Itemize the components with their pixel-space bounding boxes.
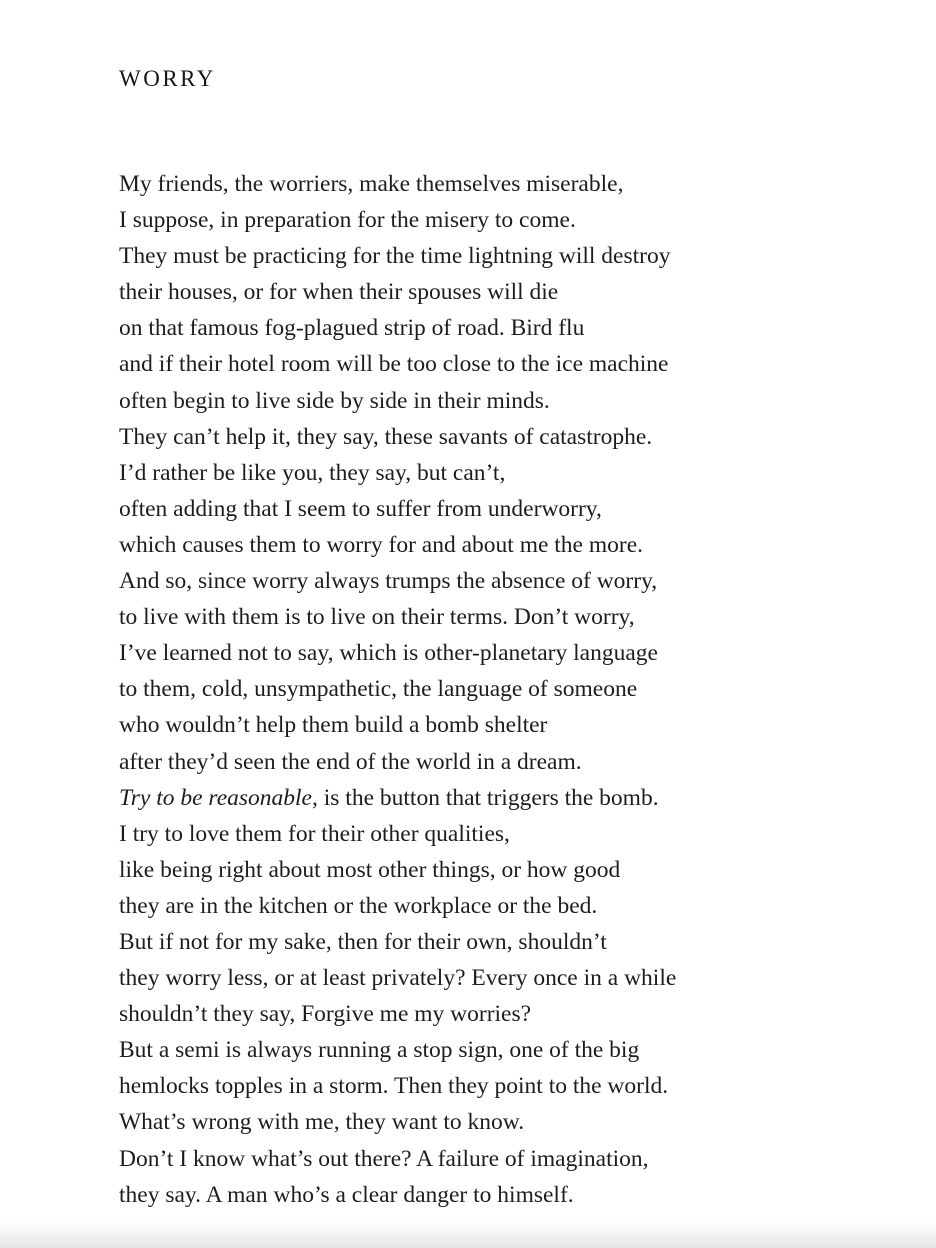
poem-line-7: often begin to live side by side in their minds. [119,387,550,414]
poem-line-10: often adding that I seem to suffer from underworry, [119,495,602,522]
poem-line-29: they say. A man who’s a clear danger to himself. [119,1181,574,1208]
poem-line-1: My friends, the worriers, make themselves miserable, [119,171,624,197]
poem-line-5: on that famous fog-plagued strip of road. Bird flu [119,315,585,342]
poem-line-21: they are in the kitchen or the workplace or the bed. [119,892,598,919]
italic-line-rest: is the button that triggers the bomb. [317,784,659,811]
page-bottom-shadow [0,1222,936,1248]
poem-line-20: like being right about most other things, or how good [119,856,621,883]
poem-line-12: And so, since worry always trumps the absence of worry, [119,568,658,595]
poem-line-15: to them, cold, unsympathetic, the language of someone [119,676,638,703]
poem-line-25: But a semi is always running a stop sign, one of the big [119,1037,640,1064]
poem-line-27: What’s wrong with me, they want to know. [119,1109,525,1136]
poem-line-23: they worry less, or at least privately? Every once in a while [119,965,677,992]
poem-line-4: their houses, or for when their spouses will die [119,279,559,306]
poem-line-22: But if not for my sake, then for their own, shouldn’t [119,928,607,955]
poem-line-2: I suppose, in preparation for the misery to come. [119,207,576,234]
poem-line-24: shouldn’t they say, Forgive me my worries? [119,1001,532,1028]
poem-line-11: which causes them to worry for and about me the more. [119,531,644,558]
poem-body [119,166,839,1213]
poem-line-6: and if their hotel room will be too close to the ice machine [119,351,669,378]
italic-phrase: Try to be reasonable, [119,784,318,811]
poem-line-17: after they’d seen the end of the world in a dream. [119,748,582,775]
poem-line-9: I’d rather be like you, they say, but can’t, [119,459,506,486]
poem-line-13: to live with them is to live on their terms. Don’t worry, [119,604,635,631]
poem-line-14: I’ve learned not to say, which is other-planetary language [119,640,658,667]
poem-line-3: They must be practicing for the time lightning will destroy [119,243,671,270]
poem-line-28: Don’t I know what’s out there? A failure of imagination, [119,1145,649,1172]
poem-line-8: They can’t help it, they say, these savants of catastrophe. [119,423,653,450]
poem-line-16: who wouldn’t help them build a bomb shelter [119,712,548,739]
poem-line-18-italic [119,780,839,816]
poem-line-19: I try to love them for their other qualities, [119,820,510,847]
poem-line-26: hemlocks topples in a storm. Then they point to the world. [119,1073,669,1100]
poem-title: WORRY [119,66,216,91]
